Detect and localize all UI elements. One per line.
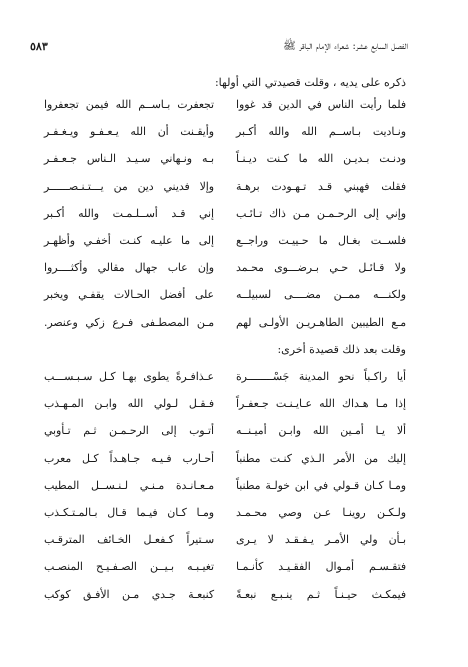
first-hemistich: فلســت بغـال ما حـييـت وراجــع — [236, 233, 406, 247]
verse-line — [44, 479, 406, 506]
second-hemistich: إلى ما عليـه كنـت أخفـي وأظهـر — [44, 233, 214, 247]
first-hemistich: إذا مـا هـداك الله عـايـنـت جـعفـراً — [236, 397, 406, 411]
verse-line — [44, 152, 406, 179]
first-hemistich: ودنـت بـديـن الله ما كـنت ديـنـاً — [236, 152, 406, 166]
verse-line — [44, 370, 406, 397]
second-hemistich: كنبعـة جـدي مـن الأفـق كوكب — [44, 587, 214, 601]
second-hemistich: عـذافـرةً يطوى بهـا كـل سـبـســـب — [44, 370, 214, 383]
second-hemistich: ومـا كـان فيـما قـال بـالمـتـكـذب — [44, 505, 214, 519]
second-hemistich: مـن المصطـفى فـرع زكي وعنصر. — [44, 315, 214, 329]
verse-line — [44, 316, 406, 343]
second-hemistich: مـعـانـدة مـنـي لـنـســل المطيب — [44, 478, 214, 492]
verse-line — [44, 452, 406, 479]
first-hemistich: ولكنـــه ممــن مضــــى لسبيلــه — [236, 288, 406, 302]
verse-line — [44, 397, 406, 424]
verse-line — [44, 424, 406, 451]
second-hemistich: تجعفرت بـاســم الله فيمن تجعفروا — [44, 98, 214, 111]
second-hemistich: بـه ونـهاني سـيـد الـناس جـعـفـر — [44, 152, 214, 166]
first-hemistich: وإني إلى الرحـمـن مـن ذاك تـائـب — [236, 206, 406, 220]
verse-line — [44, 506, 406, 533]
second-hemistich: أتـوب إلى الرحـمـن ثـم تـأوبي — [44, 424, 214, 438]
first-hemistich: مـع الطيبين الطاهـريـن الأولـى لهم — [236, 315, 406, 329]
first-hemistich: فلما رأيت الناس في الدين قد غووا — [236, 98, 406, 111]
verse-line — [44, 234, 406, 261]
second-hemistich: وإن عاب جهال مقالي وأكثــــروا — [44, 261, 214, 275]
first-hemistich: إليك من الأمر الـذي كنـت مطنباً — [236, 451, 406, 465]
verse-line — [44, 560, 406, 587]
first-hemistich: ونـاديت بـاســم الله والله أكـبر — [236, 125, 406, 139]
intro-line: ذكره على يديه ، وقلت قصيدتي التي أولها: — [214, 76, 406, 89]
second-hemistich: على أفضل الحـالات يقفـي ويخبر — [44, 288, 214, 302]
verse-line — [44, 125, 406, 152]
first-hemistich: فقلت فهبني قـد تـهـودت برهـة — [236, 179, 406, 193]
verse-line — [44, 588, 406, 615]
first-hemistich: فتقـسـم أمـوال الفقـيـد كأنـمـا — [236, 560, 406, 574]
second-hemistich: وأيقـنت أن الله يـعـفـو ويـغـفـر — [44, 125, 214, 139]
verse-line — [44, 533, 406, 560]
first-hemistich: ولا قـائـل حـي بـرضـــوى محـمد — [236, 261, 406, 275]
first-hemistich: ولـكـن روينـا عـن وصي محـمـد — [236, 505, 406, 519]
second-hemistich: أحـارب فـيـه جـاهـداً كـل معرب — [44, 451, 214, 465]
verse-line — [44, 180, 406, 207]
first-hemistich: فيمكـث حيـنـاً ثـم ينـبـع نبعـةً — [236, 587, 406, 601]
poem-first — [44, 98, 406, 343]
second-hemistich: فـقـل لـولي الله وابـن المـهـذب — [44, 397, 214, 411]
second-hemistich: سـتيراً كـفعـل الخـائف المترقـب — [44, 533, 214, 547]
page-number: ٥٨٣ — [30, 40, 48, 53]
verse-line — [44, 207, 406, 234]
second-hemistich: إني قـد أســلـمـت والله أكـبر — [44, 206, 214, 220]
page-header — [30, 40, 408, 60]
verse-line — [44, 288, 406, 315]
verse-line — [44, 261, 406, 288]
second-poem-intro: وقلت بعد ذلك قصيدة أخرى: — [277, 343, 406, 356]
running-title: الفصل السابع عشر: شعراء الإمام الباقر ﷺ — [283, 40, 408, 52]
second-hemistich: وإلا فديني دين من يـــتـنـصــــــر — [44, 179, 214, 193]
first-hemistich: بـأن ولي الأمـر يـفـقـد لا يـرى — [236, 533, 406, 547]
poem-second — [44, 370, 406, 615]
verse-line — [44, 98, 406, 125]
first-hemistich: أيا راكـباً نحو المدينة جَسْــــــــرة — [236, 370, 406, 383]
second-hemistich: تغيـبـه بـيــن الصـفـيـح المنصـب — [44, 560, 214, 574]
first-hemistich: ومـا كـان قـولي في ابن خولـة مطنباً — [236, 478, 406, 492]
first-hemistich: ألا يـا أمـين الله وابـن أميـنــه — [236, 424, 406, 438]
